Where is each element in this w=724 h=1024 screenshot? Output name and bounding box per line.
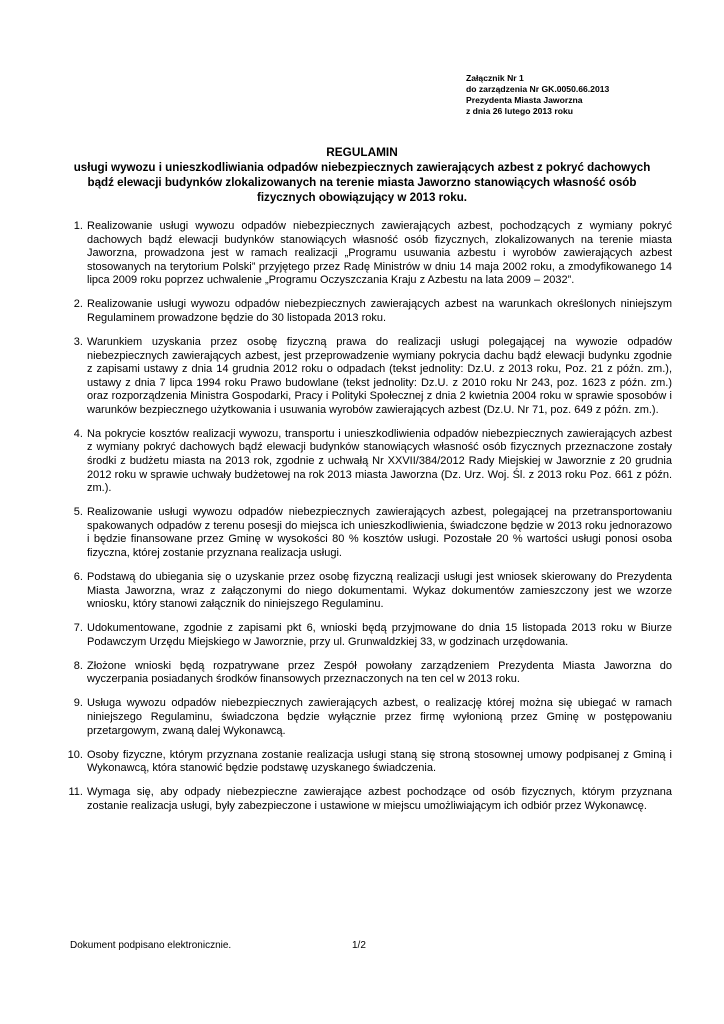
rule-item: 5. Realizowanie usługi wywozu odpadów niebezpiecznych zawierających azbest, polegającej na przetransportowaniu spakowanych odpadów z terenu posesji do miejsca ich unieszkodliwienia, świadczone będzie w 2013 roku jednorazowo i będzie finansowane przez Gminę w wysokości 80 % kosztów usługi. Pozostałe 20 % wartości usługi ponosi osoba fizyczna, której zostanie przyznana realizacja usługi. xyxy=(86,506,672,560)
rule-item: 8. Złożone wnioski będą rozpatrywane przez Zespół powołany zarządzeniem Prezydenta Miasta Jaworzna do wyczerpania posiadanych środków finansowych przeznaczonych na ten cel w 2013 roku. xyxy=(86,660,672,687)
title-subtitle: usługi wywozu i unieszkodliwiania odpadów niebezpiecznych zawierających azbest z pokryć dachowych bądź elewacji budynków zlokalizowanych na terenie miasta Jaworzno stanowiących własność osób fizycznych obowiązujący w 2013 roku. xyxy=(73,161,651,204)
signature-note: Dokument podpisano elektronicznie. xyxy=(70,940,232,951)
annex-line: Prezydenta Miasta Jaworzna xyxy=(466,95,583,105)
rule-item: 6. Podstawą do ubiegania się o uzyskanie przez osobę fizyczną realizacji usługi jest wniosek skierowany do Prezydenta Miasta Jaworzna, wraz z załączonymi do niego dokumentami. Wykaz dokumentów zamieszczony jest we wzorze wniosku, który stanowi załącznik do niniejszego Regulaminu. xyxy=(86,571,672,612)
rule-item: 7. Udokumentowane, zgodnie z zapisami pkt 6, wnioski będą przyjmowane do dnia 15 listopada 2013 roku w Biurze Podawczym Urzędu Miejskiego w Jaworznie, przy ul. Grunwaldzkiej 33, w godzinach urzędowania. xyxy=(86,622,672,649)
rule-item: 1. Realizowanie usługi wywozu odpadów niebezpiecznych zawierających azbest, pochodzących z wymiany pokryć dachowych bądź elewacji budynków stanowiących własność osób fizycznych, zlokalizowanych na terenie miasta Jaworzna, prowadzona jest w ramach realizacji „Programu usuwania azbestu i wyrobów zawierających azbest stosowanych na terytorium Polski” przyjętego przez Radę Ministrów w dniu 14 maja 2002 roku, a zmodyfikowanego 14 lipca 2009 roku poprzez uchwalenie „Programu Oczyszczania Kraju z Azbestu na lata 2009 – 2032”. xyxy=(86,220,672,288)
rule-item: 10. Osoby fizyczne, którym przyznana zostanie realizacja usługi staną się stroną stosownej umowy podpisanej z Gminą i Wykonawcą, która stanowić będzie podstawę uzyskanego świadczenia. xyxy=(86,749,672,776)
title-heading: REGULAMIN xyxy=(326,145,398,159)
rule-item: 2. Realizowanie usługi wywozu odpadów niebezpiecznych zawierających azbest na warunkach określonych niniejszym Regulaminem prowadzone będzie do 30 listopada 2013 roku. xyxy=(86,298,672,325)
rule-item: 11. Wymaga się, aby odpady niebezpieczne zawierające azbest pochodzące od osób fizycznych, którym przyznana zostanie realizacja usługi, były zabezpieczone i ustawione w miejscu umożliwiającym ich odbiór przez Wykonawcę. xyxy=(86,786,672,813)
rules-list xyxy=(70,220,672,824)
rule-item: 9. Usługa wywozu odpadów niebezpiecznych zawierających azbest, o realizację której można się ubiegać w ramach niniejszego Regulaminu, świadczona będzie wyłącznie przez firmę wyłonioną przez Gminę w postępowaniu przetargowym, zwaną dalej Wykonawcą. xyxy=(86,697,672,738)
annex-line: Załącznik Nr 1 xyxy=(466,73,524,83)
annex-line: do zarządzenia Nr GK.0050.66.2013 xyxy=(466,84,610,94)
annex-reference xyxy=(466,73,609,117)
page-number: 1/2 xyxy=(352,940,366,951)
annex-line: z dnia 26 lutego 2013 roku xyxy=(466,106,573,116)
document-title xyxy=(60,145,664,205)
rule-item: 4. Na pokrycie kosztów realizacji wywozu, transportu i unieszkodliwienia odpadów niebezpiecznych zawierających azbest z wymiany pokryć dachowych bądź elewacji budynków stanowiących własność osób fizycznych przeznaczone zostały środki z budżetu miasta na 2013 rok, zgodnie z uchwałą Nr XXVII/384/2012 Rady Miejskiej w Jaworznie z 20 grudnia 2012 roku w sprawie uchwały budżetowej na rok 2013 miasta Jaworzna (Dz. Urz. Woj. Śl. z 2013 roku Poz. 661 z późn. zm.). xyxy=(86,428,672,496)
rule-item: 3. Warunkiem uzyskania przez osobę fizyczną prawa do realizacji usługi polegającej na wywozie odpadów niebezpiecznych zawierających azbest, jest przeprowadzenie wymiany pokrycia dachu bądź elewacji budynku zgodnie z zapisami ustawy z dnia 14 grudnia 2012 roku o odpadach (tekst jednolity: Dz.U. z 2013 roku, Poz. 21 z późn. zm.), ustawy z dnia 7 lipca 1994 roku Prawo budowlane (tekst jednolity: Dz.U. z 2010 roku Nr 243, poz. 1623 z późn. zm.) oraz rozporządzenia Ministra Gospodarki, Pracy i Polityki Społecznej z dnia 2 kwietnia 2004 roku w sprawie sposobów i warunków bezpiecznego użytkowania i usuwania wyrobów zawierających azbest (Dz.U. Nr 71, poz. 649 z późn. zm.). xyxy=(86,336,672,418)
